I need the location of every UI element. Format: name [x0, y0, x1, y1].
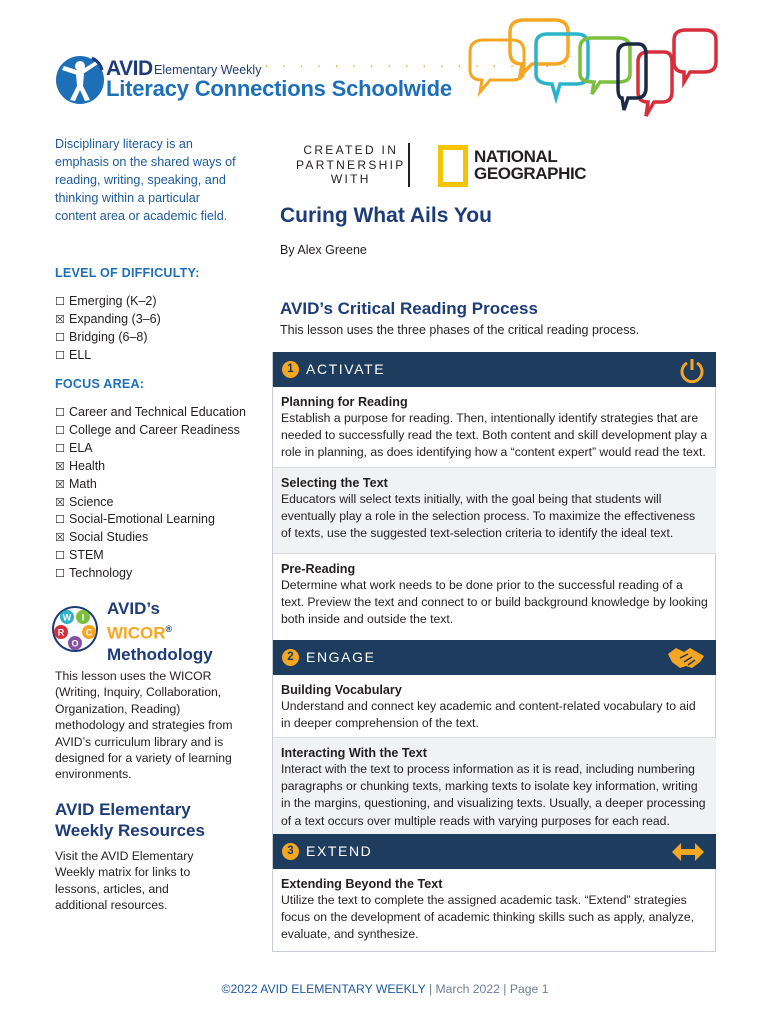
focus-item: ☐ College and Career Readiness	[55, 422, 246, 440]
step-title: Building Vocabulary	[281, 683, 402, 697]
sidebar	[55, 135, 246, 913]
brand-avid: AVID	[106, 57, 153, 80]
focus-item: ☐ STEM	[55, 547, 246, 565]
checkbox-icon: ☐	[55, 549, 65, 563]
focus-item: ☒ Math	[55, 476, 246, 494]
difficulty-item: ☐ Emerging (K–2)	[55, 293, 161, 311]
phase-label: ENGAGE	[306, 649, 376, 665]
checkbox-icon: ☐	[55, 513, 65, 527]
step-body: Determine what work needs to be done prior to the successful reading of a text. Preview the text and connect to or build background knowledge by looking both inside and outside the text.	[281, 578, 708, 627]
focus-item: ☒ Social Studies	[55, 529, 246, 547]
critical-reading-process	[272, 352, 716, 952]
checkbox-icon: ☐	[55, 441, 65, 455]
step-prereading	[273, 553, 716, 640]
brand-weekly: Elementary Weekly	[154, 63, 262, 77]
focus-list	[55, 404, 246, 583]
footer-copyright: ©2022 AVID ELEMENTARY WEEKLY	[221, 982, 426, 996]
focus-item: ☐ Technology	[55, 565, 246, 583]
difficulty-heading: LEVEL OF DIFFICULTY:	[55, 266, 200, 280]
phase-label: ACTIVATE	[306, 361, 386, 377]
step-title: Interacting With the Text	[281, 746, 427, 760]
partner-divider	[408, 143, 410, 187]
checkbox-icon: ☐	[55, 330, 65, 344]
article-title: Curing What Ails You	[280, 204, 492, 227]
wicor-logo-icon	[51, 605, 99, 653]
handshake-icon	[666, 644, 706, 672]
step-body: Utilize the text to complete the assigned academic task. “Extend” strategies focus on the development of academic thinking skills such as apply, analyze, evaluate, and synthesize.	[281, 893, 695, 942]
focus-item: ☐ ELA	[55, 440, 246, 458]
resources-text: Visit the AVID Elementary Weekly matrix for links to lessons, articles, and additional resources.	[55, 849, 194, 913]
checkbox-icon: ☒	[55, 531, 65, 545]
step-body: Establish a purpose for reading. Then, intentionally identify strategies that are needed to successfully read the text. Both content and skill development play a role in planning, as does identifying how a “content expert” would read the text.	[281, 411, 708, 460]
national-geographic-logo-icon	[438, 145, 468, 187]
wicor-letter: W	[62, 612, 72, 623]
step-vocabulary	[273, 675, 716, 737]
checkbox-icon: ☐	[55, 423, 65, 437]
wicor-letter: O	[71, 638, 79, 649]
brand-dots: · · · · · · · · · · · · · · · · · ·	[264, 57, 572, 73]
checkbox-icon: ☒	[55, 477, 65, 491]
checkbox-icon: ☐	[55, 406, 65, 419]
wicor-letter: R	[57, 627, 65, 638]
checkbox-icon: ☐	[55, 567, 65, 581]
focus-item: ☐ Social-Emotional Learning	[55, 511, 246, 529]
speech-bubbles-icon	[468, 18, 748, 120]
intro-text: Disciplinary literacy is an emphasis on the shared ways of reading, writing, speaking, and thinking within a particular content area or academic field.	[55, 137, 236, 223]
national-geographic-wordmark: NATIONAL GEOGRAPHIC	[474, 147, 587, 183]
step-body: Interact with the text to process information as it is read, including numbering paragraphs or chunking texts, marking texts to isolate key information, writing in the margins, questioning, and visualizing texts. Usually, a deeper processing of a text occurs over multiple reads with varying purposes for each read.	[281, 762, 706, 828]
step-title: Extending Beyond the Text	[281, 877, 443, 891]
step-extending	[273, 869, 716, 952]
section-subtitle: This lesson uses the three phases of the critical reading process.	[280, 323, 640, 337]
checkbox-icon: ☒	[55, 312, 65, 326]
phase-number: 2	[282, 649, 299, 666]
focus-item: ☒ Science	[55, 494, 246, 512]
checkbox-icon: ☐	[55, 295, 65, 308]
checkbox-icon: ☒	[55, 495, 65, 509]
step-title: Planning for Reading	[281, 395, 408, 409]
phase-bar-extend	[273, 834, 716, 869]
focus-item: ☒ Health	[55, 458, 246, 476]
header	[0, 0, 770, 120]
wicor-letter: C	[85, 627, 93, 638]
step-planning	[273, 387, 716, 467]
checkbox-icon: ☒	[55, 459, 65, 473]
avid-logo-icon	[52, 52, 108, 108]
difficulty-item: ☐ ELL	[55, 347, 161, 365]
phase-bar-activate	[273, 352, 716, 387]
difficulty-list	[55, 293, 161, 365]
section-title: AVID’s Critical Reading Process	[280, 299, 538, 318]
double-arrow-icon	[670, 840, 706, 864]
step-title: Pre-Reading	[281, 562, 356, 576]
difficulty-item: ☐ Bridging (6–8)	[55, 329, 161, 347]
wicor-title: AVID’s WICOR® Methodology	[107, 599, 213, 664]
wicor-text: This lesson uses the WICOR (Writing, Inquiry, Collaboration, Organization, Reading) methodology and strategies from AVID’s curriculum library and is designed for a variety of learning environments.	[55, 669, 233, 782]
phase-number: 3	[282, 843, 299, 860]
step-selecting	[273, 467, 716, 553]
focus-heading: FOCUS AREA:	[55, 377, 145, 391]
step-title: Selecting the Text	[281, 476, 388, 490]
partnership-text: CREATED IN PARTNERSHIP WITH	[296, 143, 406, 186]
byline: By Alex Greene	[280, 243, 367, 257]
footer: ©2022 AVID ELEMENTARY WEEKLY | March 2022 | Page 1	[221, 982, 549, 996]
phase-label: EXTEND	[306, 843, 373, 859]
phase-number: 1	[282, 361, 299, 378]
phase-bar-engage	[273, 640, 716, 675]
checkbox-icon: ☐	[55, 348, 65, 362]
wicor-letter: I	[81, 612, 85, 623]
power-icon	[678, 356, 706, 384]
brand-title: Literacy Connections Schoolwide	[106, 76, 452, 101]
footer-date: March 2022	[435, 982, 500, 996]
step-body: Understand and connect key academic and content-related vocabulary to aid in deeper comprehension of the text.	[281, 699, 696, 731]
step-body: Educators will select texts initially, with the goal being that students will eventually play a role in the selection process. To maximize the effectiveness of texts, use the suggested text-selection criteria to identify the ideal text.	[281, 492, 696, 541]
focus-item: ☐ Career and Technical Education	[55, 404, 246, 422]
footer-page: Page 1	[509, 982, 549, 996]
difficulty-item: ☒ Expanding (3–6)	[55, 311, 161, 329]
step-interacting	[273, 737, 716, 834]
resources-title: AVID Elementary Weekly Resources	[55, 800, 205, 840]
